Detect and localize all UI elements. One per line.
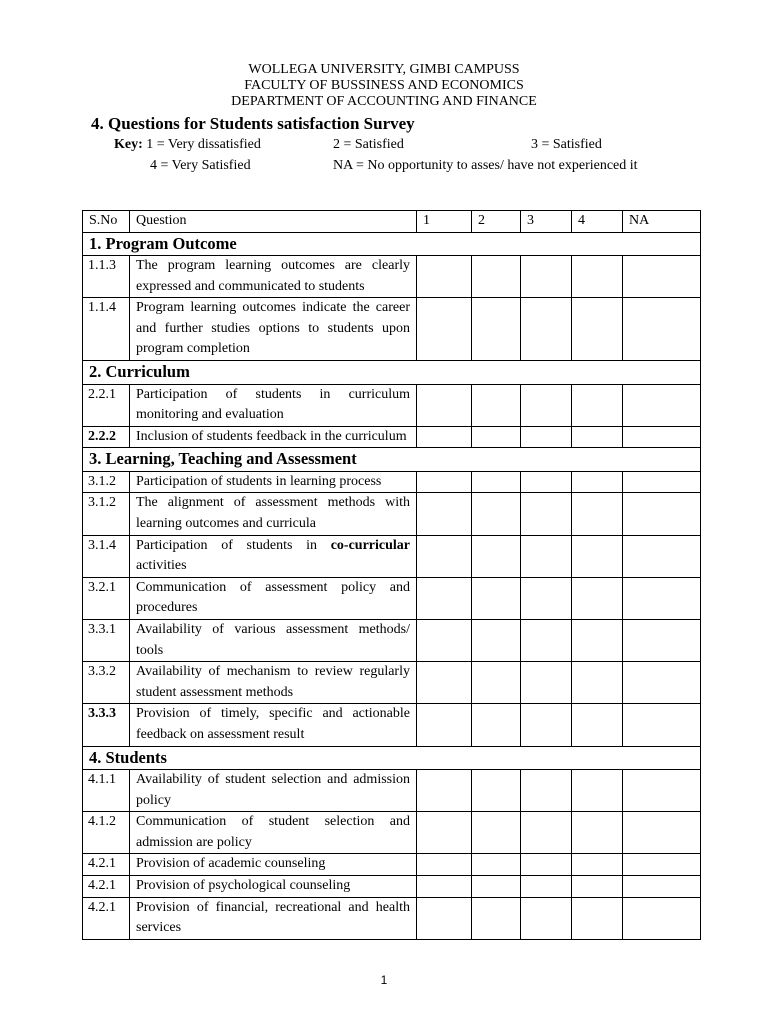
rating-cell-na[interactable] [623,770,701,812]
table-row [83,256,701,298]
row-question [130,535,417,577]
key-label: Key: [114,137,143,152]
question-text-end: activities [136,558,187,574]
rating-cell-2[interactable] [472,535,521,577]
rating-cell-4[interactable] [572,662,623,704]
rating-cell-4[interactable] [572,298,623,361]
table-header-row [83,211,701,233]
rating-key-line-1 [114,137,261,153]
row-sno: 3.3.3 [83,704,130,746]
header-question: Question [130,211,417,233]
rating-cell-2[interactable] [472,876,521,898]
rating-cell-3[interactable] [521,535,572,577]
document-header [0,62,768,110]
rating-cell-4[interactable] [572,897,623,939]
row-question: Provision of academic counseling [130,854,417,876]
rating-cell-na[interactable] [623,426,701,448]
rating-cell-1[interactable] [417,384,472,426]
row-sno: 2.2.2 [83,426,130,448]
table-row [83,493,701,535]
row-sno: 3.1.4 [83,535,130,577]
rating-cell-1[interactable] [417,256,472,298]
rating-cell-2[interactable] [472,298,521,361]
row-sno: 3.1.2 [83,493,130,535]
section-row [83,232,701,256]
table-row [83,298,701,361]
rating-cell-4[interactable] [572,535,623,577]
rating-cell-3[interactable] [521,704,572,746]
section-title: 4. Students [83,746,701,770]
section-row [83,361,701,385]
rating-cell-3[interactable] [521,426,572,448]
key-satisfied-2: 2 = Satisfied [333,137,404,152]
rating-cell-4[interactable] [572,384,623,426]
section-row [83,746,701,770]
table-row [83,662,701,704]
department-name: DEPARTMENT OF ACCOUNTING AND FINANCE [231,94,537,109]
rating-cell-1[interactable] [417,298,472,361]
rating-cell-na[interactable] [623,535,701,577]
rating-cell-1[interactable] [417,493,472,535]
faculty-name: FACULTY OF BUSSINESS AND ECONOMICS [244,78,524,93]
row-sno: 4.2.1 [83,854,130,876]
row-sno: 3.3.2 [83,662,130,704]
rating-cell-na[interactable] [623,897,701,939]
row-question: Participation of students in curriculum monitoring and evaluation [130,384,417,426]
table-row [83,577,701,619]
row-sno: 2.2.1 [83,384,130,426]
rating-cell-4[interactable] [572,812,623,854]
row-sno: 4.1.2 [83,812,130,854]
header-sno: S.No [83,211,130,233]
rating-cell-3[interactable] [521,384,572,426]
rating-cell-3[interactable] [521,897,572,939]
question-text: Participation of students in [136,537,331,553]
question-emphasis: co-curricular [330,537,410,553]
table-row [83,471,701,493]
university-name: WOLLEGA UNIVERSITY, GIMBI CAMPUSS [248,62,520,77]
row-question: Provision of timely, specific and actionable feedback on assessment result [130,704,417,746]
rating-cell-4[interactable] [572,577,623,619]
rating-cell-2[interactable] [472,812,521,854]
row-question: Program learning outcomes indicate the career and further studies options to students upon program completion [130,298,417,361]
key-satisfied-3: 3 = Satisfied [531,137,602,152]
rating-cell-na[interactable] [623,256,701,298]
header-rating-4: 4 [572,211,623,233]
rating-cell-na[interactable] [623,298,701,361]
rating-cell-2[interactable] [472,256,521,298]
page-number: 1 [380,973,388,987]
row-question: Availability of student selection and admission policy [130,770,417,812]
rating-cell-na[interactable] [623,704,701,746]
row-sno: 4.1.1 [83,770,130,812]
table-row [83,704,701,746]
section-row [83,448,701,472]
rating-cell-na[interactable] [623,620,701,662]
rating-cell-2[interactable] [472,384,521,426]
header-rating-1: 1 [417,211,472,233]
rating-cell-3[interactable] [521,812,572,854]
rating-cell-3[interactable] [521,256,572,298]
row-question: Inclusion of students feedback in the curriculum [130,426,417,448]
row-question: Provision of financial, recreational and health services [130,897,417,939]
rating-cell-2[interactable] [472,493,521,535]
rating-cell-2[interactable] [472,471,521,493]
row-question: Participation of students in learning process [130,471,417,493]
rating-cell-3[interactable] [521,577,572,619]
rating-cell-2[interactable] [472,704,521,746]
rating-cell-1[interactable] [417,704,472,746]
row-question: The program learning outcomes are clearly expressed and communicated to students [130,256,417,298]
row-question: Availability of various assessment methods/ tools [130,620,417,662]
table-row [83,812,701,854]
rating-cell-2[interactable] [472,770,521,812]
row-question: Communication of assessment policy and procedures [130,577,417,619]
rating-cell-4[interactable] [572,770,623,812]
rating-cell-4[interactable] [572,426,623,448]
rating-cell-3[interactable] [521,298,572,361]
key-not-applicable: NA = No opportunity to asses/ have not experienced it [333,158,638,173]
rating-cell-na[interactable] [623,471,701,493]
header-rating-3: 3 [521,211,572,233]
rating-cell-na[interactable] [623,662,701,704]
rating-cell-na[interactable] [623,493,701,535]
rating-cell-2[interactable] [472,662,521,704]
rating-cell-na[interactable] [623,812,701,854]
rating-cell-4[interactable] [572,256,623,298]
rating-cell-3[interactable] [521,770,572,812]
rating-cell-4[interactable] [572,620,623,662]
rating-cell-2[interactable] [472,854,521,876]
rating-cell-1[interactable] [417,662,472,704]
rating-cell-na[interactable] [623,577,701,619]
rating-cell-3[interactable] [521,471,572,493]
survey-title: 4. Questions for Students satisfaction Survey [91,114,415,133]
rating-cell-4[interactable] [572,493,623,535]
row-sno: 4.2.1 [83,897,130,939]
rating-cell-1[interactable] [417,471,472,493]
rating-cell-1[interactable] [417,535,472,577]
rating-cell-3[interactable] [521,662,572,704]
rating-cell-3[interactable] [521,854,572,876]
rating-cell-4[interactable] [572,471,623,493]
row-sno: 1.1.3 [83,256,130,298]
row-question: Communication of student selection and admission are policy [130,812,417,854]
rating-cell-4[interactable] [572,876,623,898]
row-sno: 4.2.1 [83,876,130,898]
rating-cell-2[interactable] [472,577,521,619]
rating-cell-4[interactable] [572,704,623,746]
rating-cell-na[interactable] [623,876,701,898]
rating-cell-1[interactable] [417,426,472,448]
table-row [83,897,701,939]
rating-cell-4[interactable] [572,854,623,876]
section-title: 3. Learning, Teaching and Assessment [83,448,701,472]
table-row [83,620,701,662]
row-question: Provision of psychological counseling [130,876,417,898]
rating-cell-2[interactable] [472,897,521,939]
table-row [83,876,701,898]
row-sno: 3.1.2 [83,471,130,493]
row-sno: 1.1.4 [83,298,130,361]
header-rating-na: NA [623,211,701,233]
rating-cell-1[interactable] [417,577,472,619]
table-row [83,426,701,448]
table-row [83,384,701,426]
key-very-dissatisfied: 1 = Very dissatisfied [146,137,261,152]
rating-cell-1[interactable] [417,897,472,939]
rating-cell-3[interactable] [521,876,572,898]
rating-cell-2[interactable] [472,426,521,448]
key-very-satisfied: 4 = Very Satisfied [150,158,251,173]
section-title: 2. Curriculum [83,361,701,385]
rating-cell-2[interactable] [472,620,521,662]
header-rating-2: 2 [472,211,521,233]
table-row [83,854,701,876]
rating-cell-3[interactable] [521,620,572,662]
rating-cell-1[interactable] [417,876,472,898]
rating-cell-1[interactable] [417,770,472,812]
table-row [83,535,701,577]
row-sno: 3.2.1 [83,577,130,619]
section-title: 1. Program Outcome [83,232,701,256]
rating-cell-1[interactable] [417,812,472,854]
survey-table [82,210,701,940]
rating-cell-na[interactable] [623,384,701,426]
row-question: Availability of mechanism to review regularly student assessment methods [130,662,417,704]
table-row [83,770,701,812]
rating-cell-na[interactable] [623,854,701,876]
row-sno: 3.3.1 [83,620,130,662]
rating-cell-1[interactable] [417,620,472,662]
row-question: The alignment of assessment methods with learning outcomes and curricula [130,493,417,535]
rating-cell-3[interactable] [521,493,572,535]
rating-cell-1[interactable] [417,854,472,876]
